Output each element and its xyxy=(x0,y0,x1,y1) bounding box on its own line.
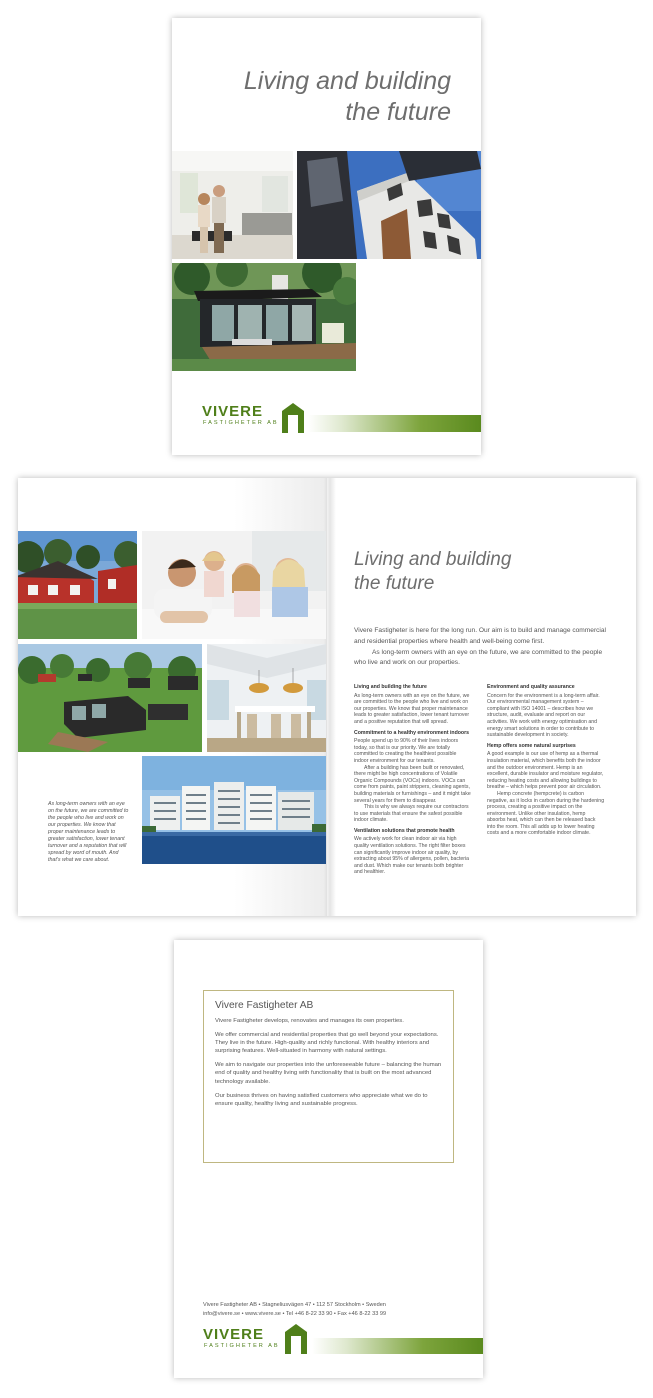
spread-title xyxy=(354,548,604,596)
house-logo-icon xyxy=(278,401,308,433)
section-paragraph: A good example is our use of hemp as a thermal insulation material, which benefits both the indoor and the outdoor environment. Hemp is an excellent, durable insulator and moisture regulator, reducing heating costs and allowing buildings to breathe – which helps prevent poor air circulation. xyxy=(487,751,604,791)
family-portrait-photo xyxy=(142,531,326,639)
section-heading: Commitment to a healthy environment indoors xyxy=(354,729,470,736)
cover-logo xyxy=(202,403,312,437)
logo-wordmark: VIVERE xyxy=(203,1326,265,1343)
inside-spread-page xyxy=(18,478,636,916)
section-paragraph: We actively work for clean indoor air via high quality ventilation solutions. The right filter boxes can significantly improve indoor air quality, by extracting about 95% of allergens, pollen, bacteria and dust. Which make our tenants both brighter and healthier. xyxy=(354,836,470,876)
section-heading: Living and building the future xyxy=(354,684,427,690)
back-logo xyxy=(203,1326,313,1360)
info-box-heading: Vivere Fastigheter AB xyxy=(215,1000,314,1011)
logo-subtitle: FASTIGHETER AB xyxy=(204,1343,280,1349)
red-cottage-photo xyxy=(18,531,137,639)
logo-subtitle: FASTIGHETER AB xyxy=(203,420,279,426)
modular-houses-photo xyxy=(18,644,202,752)
modern-house-photo xyxy=(172,263,356,371)
spread-title-line2: the future xyxy=(354,573,435,594)
section-paragraph: Hemp concrete (hempcrete) is carbon negative, as it locks in carbon during the hardening process, creating a positive impact on the environment. Unlike other insulation, hemp absorbs heat, which can then be released back into the room. This all adds up to lower heating costs and a more comfortable indoor climate. xyxy=(487,790,605,837)
contact-details xyxy=(203,1301,463,1319)
section-paragraph: As long-term owners with an eye on the future, we are committed to the people who live and work on our properties. We know that proper maintenance leads to greater satisfaction, lower tenant turnover and a positive reputation that will spread. xyxy=(354,692,470,725)
contact-address: Vivere Fastigheter AB • Stagneliusvägen 47 • 112 57 Stockholm • Sweden xyxy=(203,1302,386,1308)
info-paragraph: Our business thrives on having satisfied customers who appreciate what we do to ensure quality, healthy living and sustainable progress. xyxy=(215,1092,428,1107)
kitchen-interior-photo xyxy=(207,644,326,752)
apartment-facade-photo xyxy=(297,151,481,259)
body-column-left xyxy=(354,684,472,880)
section-heading: Ventilation solutions that promote health xyxy=(354,827,455,834)
intro-paragraph: Vivere Fastigheter is here for the long run. Our aim is to build and manage commercial and residential properties where health and well-being come first. xyxy=(354,627,607,645)
back-green-band xyxy=(312,1338,483,1354)
intro-paragraph: As long-term owners with an eye on the future, we are committed to the people who live and work on our properties. xyxy=(354,648,603,667)
company-info-box xyxy=(203,990,454,1163)
section-heading: Environment and quality assurance xyxy=(487,684,575,690)
cover-title xyxy=(191,66,451,128)
section-paragraph: Concern for the environment is a long-term affair. Our environmental management system – compliant with ISO 14001 – describes how we structure, audit, evaluate and report on our activities. We work with energy optimisation and energy smart solutions in order to contribute to sustainable development in society. xyxy=(487,692,600,739)
logo-wordmark: VIVERE xyxy=(202,403,264,420)
section-heading: Hemp offers some natural surprises xyxy=(487,742,576,749)
info-paragraph: We aim to navigate our properties into the unforeseeable future – balancing the human end of quality and healthy living with functionality that is built on the most advanced technology available. xyxy=(215,1062,442,1085)
cover-title-line2: the future xyxy=(345,98,451,126)
cover-title-line1: Living and building xyxy=(243,67,451,95)
waterfront-apartments-photo xyxy=(142,756,326,864)
spread-intro xyxy=(354,626,616,669)
section-paragraph: People spend up to 90% of their lives indoors today, so that is our priority. We are totally committed to creating the healthiest possible indoor environment for our tenants. xyxy=(354,738,459,764)
section-paragraph: After a building has been built or renovated, there might be high concentrations of Volatile Organic Compounds (VOCs) indoors. VOCs can come from paints, paint strippers, cleaning agents, building materials or furnishings – and it might take several years for them to disappear. xyxy=(354,764,471,804)
cover-green-band xyxy=(308,415,481,432)
spread-title-line1: Living and building xyxy=(354,549,512,570)
front-cover-page xyxy=(172,18,481,455)
contact-phone-web: info@vivere.se • www.vivere.se • Tel +46 8-22 33 90 • Fax +46 8-22 33 99 xyxy=(203,1311,387,1317)
section-paragraph: This is why we always require our contractors to use materials that ensure the safest possible indoor climate. xyxy=(354,804,469,824)
back-cover-page xyxy=(174,940,483,1378)
couple-interior-photo xyxy=(172,151,293,259)
house-logo-icon xyxy=(281,1322,311,1354)
info-paragraph: Vivere Fastigheter develops, renovates and manages its own properties. xyxy=(215,1018,404,1024)
side-pull-quote: As long-term owners with an eye on the future, we are committed to the people who live and work on our properties. We know that proper maintenance leads to greater satisfaction, lower tenant turnover and a reputation that will spread by word of mouth. And that's what we care about. xyxy=(48,801,129,863)
info-paragraph: We offer commercial and residential properties that go well beyond your expectations. They live in the future. High-quality and richly functional. With healthy interiors and surprising features. Well-situated in harmony with natural settings. xyxy=(215,1032,439,1055)
body-column-right xyxy=(487,684,605,841)
